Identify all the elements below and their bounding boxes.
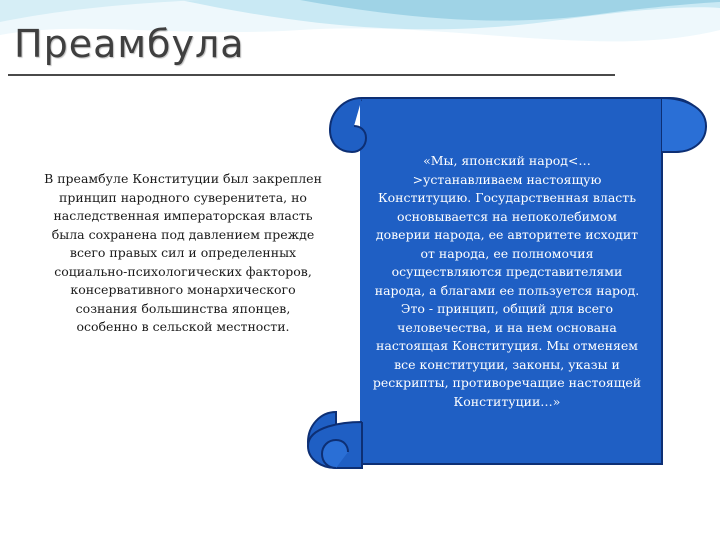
page-title: Преамбула <box>14 22 245 66</box>
constitution-quote: «Мы, японский народ<…>устанавливаем настоящую Конституцию. Государственная власть основывается на непоколебимом доверии народа, ее авторитете исходит от народа, ее полномочия осуществляются представителями народа, а благами ее пользуется народ. Это - принцип, общий для всего человечества, и на нем основана настоящая Конституция. Мы отменяем все конституции, законы, указы и рескрипты, противоречащие настоящей Конституции…» <box>372 153 642 409</box>
preamble-description: В преамбуле Конституции был закреплен принцип народного суверенитета, но наследственная императорская власть была сохранена под давлением прежде всего правых сил и определенных социально-психологических факторов, консервативного монархического сознания большинства японцев, особенно в сельской местности. <box>44 171 322 334</box>
title-divider <box>8 74 615 76</box>
